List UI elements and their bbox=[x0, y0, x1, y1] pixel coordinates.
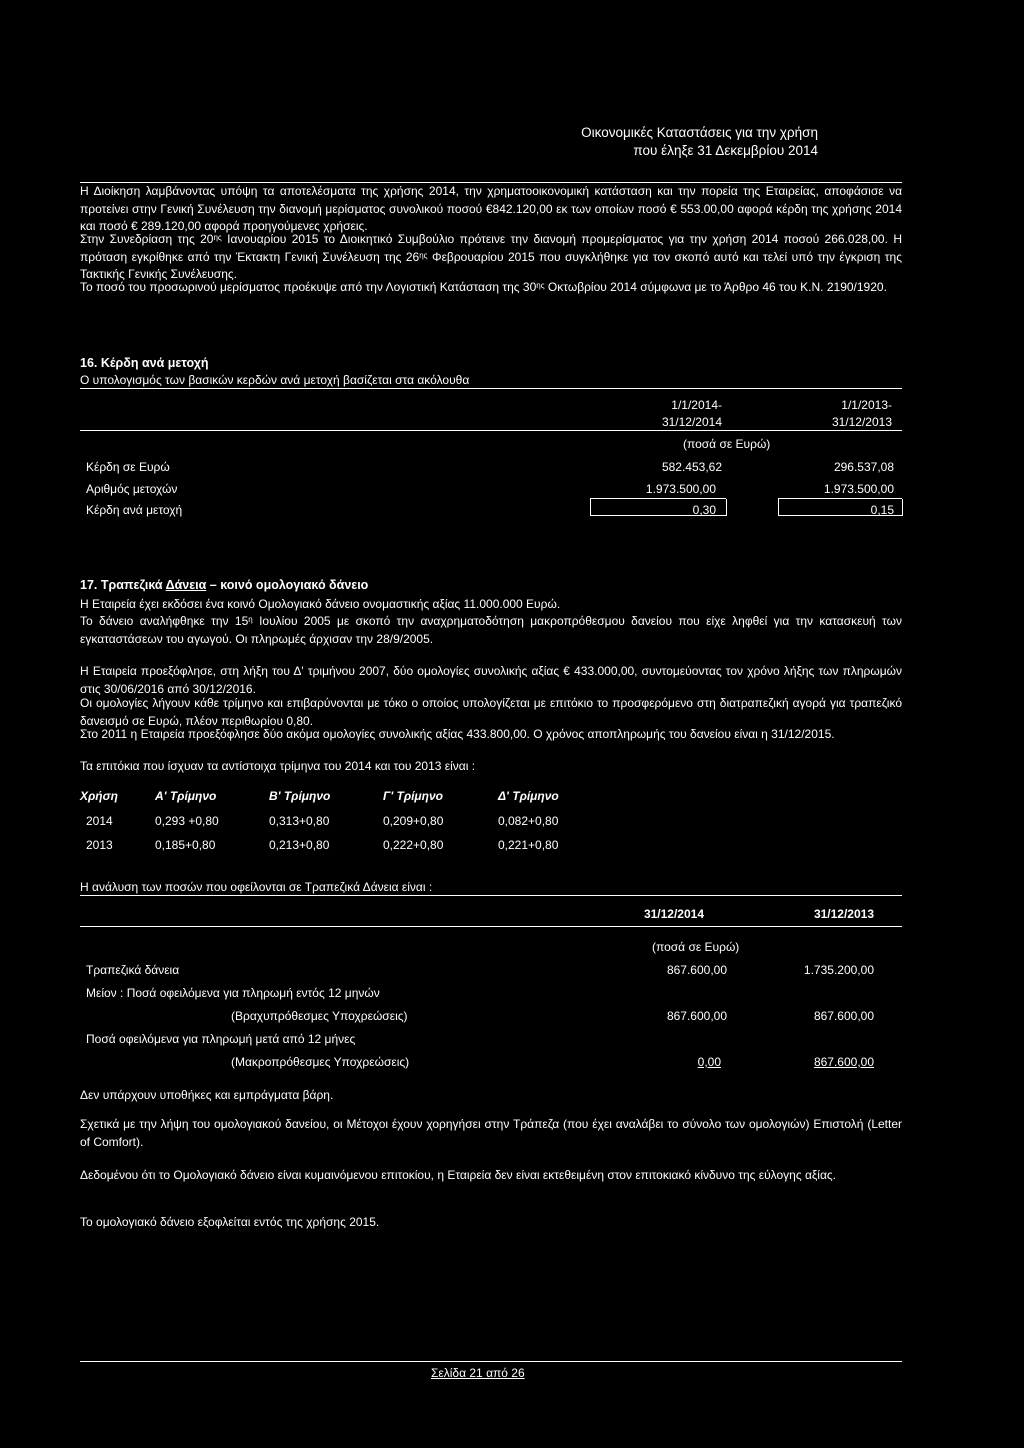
eps-header-rule bbox=[80, 430, 902, 431]
rates-2014-q2: 0,313+0,80 bbox=[269, 814, 330, 828]
loan-row-label-long-term: (Μακροπρόθεσμες Υποχρεώσεις) bbox=[231, 1055, 410, 1069]
section-17-title-c: – κοινό ομολογιακό δάνειο bbox=[206, 578, 369, 592]
section-16-subtitle: Ο υπολογισμός των βασικών κερδών ανά μετοχή βασίζεται στα ακόλουθα bbox=[80, 373, 470, 387]
eps-row-value-2014-1: 1.973.500,00 bbox=[645, 482, 716, 496]
loan-unit-label: (ποσά σε Ευρώ) bbox=[652, 940, 740, 954]
section-17-p2-part-b: Ιουλίου 2005 με σκοπό την αναχρηματοδότηση μακροπρόθεσμου δανείου που είχε ληφθεί για την κατασκευή των εγκαταστάσεων του αγωγού. Οι πληρωμές άρχισαν την 28/9/2005. bbox=[80, 614, 902, 646]
rates-header-year: Χρήση bbox=[80, 789, 118, 803]
intro-paragraph-3 bbox=[80, 279, 902, 297]
loan-row-label-short-term: (Βραχυπρόθεσμες Υποχρεώσεις) bbox=[231, 1009, 408, 1023]
loan-row-value-2014-short-term: 867.600,00 bbox=[666, 1009, 727, 1023]
loan-row-value-2014-bank-loans: 867.600,00 bbox=[666, 963, 727, 977]
document-header bbox=[581, 124, 818, 160]
section-16-title: 16. Κέρδη ανά μετοχή bbox=[80, 356, 209, 370]
section-16-rule-top bbox=[80, 388, 902, 389]
section-17-paragraph-9: Δεδομένου ότι το Ομολογιακό δάνειο είναι κυμαινόμενου επιτοκίου, η Εταιρεία δεν είναι εκτεθειμένη στον επιτοκιακό κίνδυνο της εύλογης αξίας. bbox=[80, 1168, 836, 1182]
loan-row-value-2013-long-term: 867.600,00 bbox=[813, 1055, 874, 1069]
section-17-title bbox=[80, 578, 368, 592]
section-17-p2-part-a: Το δάνειο αναλήφθηκε την 15 bbox=[80, 614, 249, 628]
section-17-paragraph-7: Δεν υπάρχουν υποθήκες και εμπράγματα βάρη. bbox=[80, 1088, 334, 1102]
header-line-1: Οικονομικές Καταστάσεις για την χρήση bbox=[581, 125, 818, 140]
section-17-paragraph-2 bbox=[80, 613, 902, 648]
loan-row-value-2013-short-term: 867.600,00 bbox=[813, 1009, 874, 1023]
section-17-paragraph-8: Σχετικά με την λήψη του ομολογιακού δανείου, οι Μέτοχοι έχουν χορηγήσει στην Τράπεζα (που έχει αναλάβει το σύνολο των ομολογιών) Επιστολή (Letter of Comfort). bbox=[80, 1117, 902, 1149]
rates-2013-year: 2013 bbox=[86, 838, 113, 852]
eps-col-2014-line2: 31/12/2014 bbox=[661, 415, 722, 429]
section-17-paragraph-3: Η Εταιρεία προεξόφλησε, στη λήξη του Δ' τριμήνου 2007, δύο ομολογίες συνολικής αξίας € 433.000,00, συντομεύοντας τον χρόνο λήξης των πληρωμών στις 30/06/2016 από 30/12/2016. bbox=[80, 664, 902, 696]
rates-2014-q4: 0,082+0,80 bbox=[498, 814, 559, 828]
intro-p3-sup: ης bbox=[536, 281, 545, 290]
eps-col-2013-line1: 1/1/2013- bbox=[841, 398, 892, 412]
eps-unit-label: (ποσά σε Ευρώ) bbox=[683, 437, 771, 451]
section-17-title-a: 17. Τραπεζικά bbox=[80, 578, 166, 592]
loan-row-value-2014-long-term: 0,00 bbox=[697, 1055, 721, 1069]
eps-row-label-0: Κέρδη σε Ευρώ bbox=[86, 460, 170, 474]
rates-2014-year: 2014 bbox=[86, 814, 113, 828]
loan-row-label-after: Ποσά οφειλόμενα για πληρωμή μετά από 12 μήνες bbox=[86, 1032, 356, 1046]
rates-2014-q1: 0,293 +0,80 bbox=[155, 814, 219, 828]
rates-2013-q1: 0,185+0,80 bbox=[155, 838, 216, 852]
eps-row-value-2014-2: 0,30 bbox=[692, 503, 716, 517]
intro-p2-part-b: Ιανουαρίου 2015 το Διοικητικό Συμβούλιο πρότεινε την διανομή προμερίσματος για την χρήση 2014 ποσού 266.028,00. Η πρόταση εγκρίθηκε από την Έκτακτη Γενική Συνέλευση της 26 bbox=[80, 232, 902, 264]
footer-rule bbox=[80, 1361, 902, 1362]
loan-row-label-bank-loans: Τραπεζικά δάνεια bbox=[86, 963, 180, 977]
rates-header-q3: Γ' Τρίμηνο bbox=[383, 789, 444, 803]
rates-2014-q3: 0,209+0,80 bbox=[383, 814, 444, 828]
eps-row-label-2: Κέρδη ανά μετοχή bbox=[86, 503, 183, 517]
page-number: Σελίδα 21 από 26 bbox=[431, 1366, 525, 1380]
eps-col-2014-line1: 1/1/2014- bbox=[671, 398, 722, 412]
section-17-title-b: Δάνεια bbox=[165, 578, 207, 592]
eps-row-value-2014-0: 582.453,62 bbox=[661, 460, 722, 474]
rates-2013-q4: 0,221+0,80 bbox=[498, 838, 559, 852]
intro-p3-part-a: Το ποσό του προσωρινού μερίσματος προέκυψε από την Λογιστική Κατάσταση της 30 bbox=[80, 280, 537, 294]
section-17-paragraph-4: Οι ομολογίες λήγουν κάθε τρίμηνο και επιβαρύνονται με τόκο ο οποίος υπολογίζεται με επιτόκιο το προσφερόμενο στη διατραπεζική αγορά για τραπεζικό δανεισμό σε Ευρώ, πλέον περιθωρίου 0,80. bbox=[80, 696, 902, 728]
intro-p2-part-c: Φεβρουαρίου 2015 που συγκλήθηκε για τον σκοπό αυτό και τελεί υπό την έγκριση της Τακτικής Γενικής Συνέλευσης. bbox=[80, 249, 902, 281]
section-17-paragraph-6: Τα επιτόκια που ίσχυαν τα αντίστοιχα τρίμηνα του 2014 και του 2013 είναι : bbox=[80, 759, 476, 773]
loan-header-rule bbox=[80, 926, 902, 927]
rates-header-q1: Α' Τρίμηνο bbox=[155, 789, 217, 803]
loan-row-label-less: Μείον : Ποσά οφειλόμενα για πληρωμή εντός 12 μηνών bbox=[86, 986, 380, 1000]
intro-p3-part-b: Οκτωβρίου 2014 σύμφωνα με το Άρθρο 46 του Κ.Ν. 2190/1920. bbox=[544, 280, 887, 294]
intro-p2-sup-2: ης bbox=[419, 250, 428, 260]
rates-header-q2: Β' Τρίμηνο bbox=[269, 789, 331, 803]
intro-paragraph-1: Η Διοίκηση λαμβάνοντας υπόψη τα αποτελέσματα της χρήσης 2014, την χρηματοοικονομική κατάσταση και την πορεία της Εταιρείας, αποφάσισε να προτείνει στην Γενική Συνέλευση την διανομή μερίσματος συνολικού ποσού €842.120,00 εκ των οποίων ποσό € 553.00,00 αφορά κέρδη της χρήσης 2014 και ποσό € 289.120,00 αφορά προηγούμενες χρήσεις. bbox=[80, 184, 902, 233]
rates-header-q4: Δ' Τρίμηνο bbox=[498, 789, 559, 803]
section-17-paragraph-1: Η Εταιρεία έχει εκδόσει ένα κοινό Ομολογιακό δάνειο ονομαστικής αξίας 11.000.000 Ευρώ. bbox=[80, 597, 561, 611]
rates-2013-q2: 0,213+0,80 bbox=[269, 838, 330, 852]
eps-row-value-2013-1: 1.973.500,00 bbox=[823, 482, 894, 496]
header-line-2: που έληξε 31 Δεκεμβρίου 2014 bbox=[633, 143, 818, 158]
eps-col-2014-header bbox=[610, 397, 722, 431]
eps-col-2013-line2: 31/12/2013 bbox=[831, 415, 892, 429]
section-17-paragraph-10: Το ομολογιακό δάνειο εξοφλείται εντός της χρήσης 2015. bbox=[80, 1215, 380, 1229]
eps-row-label-1: Αριθμός μετοχών bbox=[86, 482, 178, 496]
intro-paragraph-2 bbox=[80, 231, 902, 284]
loan-col-2014-header: 31/12/2014 bbox=[643, 907, 704, 921]
loan-analysis-title: Η ανάλυση των ποσών που οφείλονται σε Τραπεζικά Δάνεια είναι : bbox=[80, 880, 433, 894]
loan-col-2013-header: 31/12/2013 bbox=[813, 907, 874, 921]
intro-p2-part-a: Στην Συνεδρίαση της 20 bbox=[80, 232, 214, 246]
section-17-paragraph-5: Στο 2011 η Εταιρεία προεξόφλησε δύο ακόμα ομολογίες συνολικής αξίας 433.800,00. Ο χρόνος αποπληρωμής του δανείου είναι η 31/12/2015. bbox=[80, 727, 835, 741]
loan-analysis-rule-top bbox=[80, 895, 902, 896]
intro-p2-sup-1: ης bbox=[213, 233, 222, 242]
eps-row-value-2013-2: 0,15 bbox=[870, 503, 894, 517]
eps-row-value-2013-0: 296.537,08 bbox=[833, 460, 894, 474]
section-17-p2-sup: η bbox=[248, 615, 253, 624]
rates-2013-q3: 0,222+0,80 bbox=[383, 838, 444, 852]
loan-row-value-2013-bank-loans: 1.735.200,00 bbox=[803, 963, 874, 977]
eps-col-2013-header bbox=[780, 397, 892, 431]
